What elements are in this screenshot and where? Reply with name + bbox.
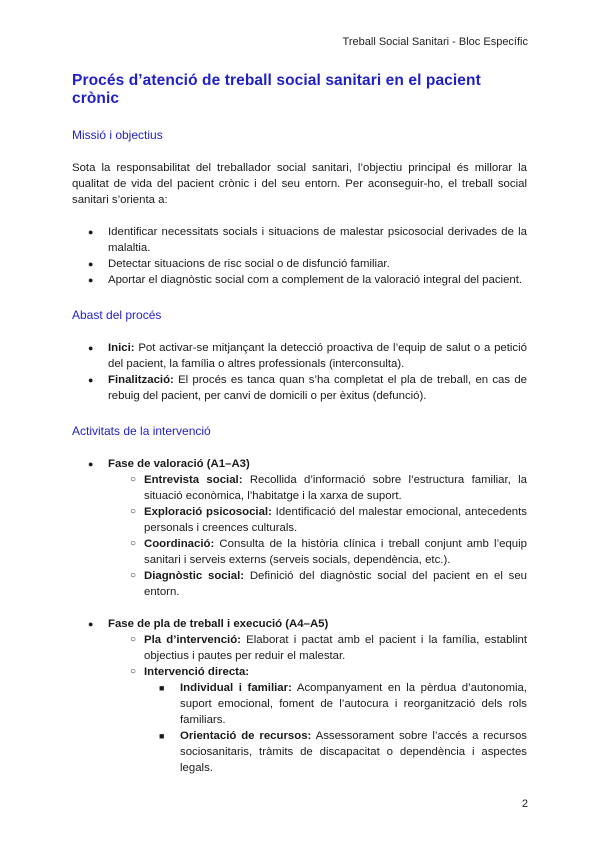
direct-intervention-list — [144, 680, 527, 776]
item-text: Recollida d’informació sobre l’estructura familiar, la situació econòmica, l’habitatge i la xarxa de suport. — [144, 474, 527, 502]
item-label: Intervenció directa: — [144, 666, 250, 678]
phase-pla-treball-list — [108, 632, 527, 776]
list-item — [108, 472, 527, 504]
section-heading-activities: Activitats de la intervenció — [72, 424, 211, 438]
scope-list — [72, 340, 527, 404]
mission-paragraph: Sota la responsabilitat del treballador social sanitari, l’objectiu principal és millorar la qualitat de vida del pacient crònic i del seu entorn. Per aconseguir-ho, el treball social sanitari s’orienta a: — [72, 162, 527, 206]
list-item — [108, 664, 527, 776]
item-label: Entrevista social: — [144, 474, 243, 486]
activities-phase-list — [72, 456, 527, 776]
item-label: Coordinació: — [144, 538, 215, 550]
phase-pla-treball — [72, 616, 527, 776]
list-item — [108, 504, 527, 536]
item-text: Identificació del malestar emocional, antecedents personals i creences culturals. — [144, 506, 527, 534]
list-item — [108, 632, 527, 664]
phase-title: Fase de valoració (A1–A3) — [108, 458, 250, 470]
item-label: Exploració psicosocial: — [144, 506, 272, 518]
item-text: Definició del diagnòstic social del pacient en el seu entorn. — [144, 570, 527, 598]
list-item — [72, 372, 527, 404]
list-item — [108, 536, 527, 568]
mission-bullet-list — [72, 224, 527, 288]
item-text: Acompanyament en la pèrdua d’autonomia, suport emocional, foment de l’autocura i reorganització dels rols familiars. — [180, 682, 527, 726]
list-item — [144, 680, 527, 728]
phase-valoracio — [72, 456, 527, 616]
item-text: Elaborat i pactat amb el pacient i la família, establint objectius i pautes per reduir el malestar. — [144, 634, 527, 662]
item-label: Individual i familiar: — [180, 682, 292, 694]
list-item — [144, 728, 527, 776]
page-number: 2 — [521, 798, 528, 810]
spacer — [108, 600, 527, 616]
list-item: ● Detectar situacions de risc social o de disfunció familiar. — [72, 256, 527, 272]
document-body — [72, 72, 527, 796]
item-label: Diagnòstic social: — [144, 570, 245, 582]
item-text: Assessorament sobre l’accés a recursos sociosanitaris, tràmits de discapacitat o dependència i aspectes legals. — [180, 730, 527, 774]
section-heading-scope: Abast del procés — [72, 308, 162, 322]
item-text: Pot activar-se mitjançant la detecció proactiva de l’equip de salut o a petició del pacient, la família o altres professionals (interconsulta). — [108, 342, 527, 370]
phase-valoracio-list — [108, 472, 527, 600]
item-label: Pla d’intervenció: — [144, 634, 241, 646]
list-item — [108, 568, 527, 600]
document-title: Procés d’atenció de treball social sanitari en el pacient crònic — [72, 72, 481, 107]
item-text: El procés es tanca quan s’ha completat el pla de treball, en cas de rebuig del pacient, per canvi de domicili o per èxitus (defunció). — [108, 374, 527, 402]
list-item: ● Aportar el diagnòstic social com a complement de la valoració integral del pacient. — [72, 272, 527, 288]
item-label: Orientació de recursos: — [180, 730, 312, 742]
list-item — [72, 340, 527, 372]
page-header: Treball Social Sanitari - Bloc Específic — [342, 36, 528, 48]
phase-title: Fase de pla de treball i execució (A4–A5) — [108, 618, 329, 630]
item-label: Inici: — [108, 342, 135, 354]
item-label: Finalització: — [108, 374, 174, 386]
section-heading-mission: Missió i objectius — [72, 128, 163, 142]
item-text: Consulta de la història clínica i treball conjunt amb l’equip sanitari i serveis externs (serveis socials, dependència, etc.). — [144, 538, 527, 566]
list-item: ● Identificar necessitats socials i situacions de malestar psicosocial derivades de la malaltia. — [72, 224, 527, 256]
